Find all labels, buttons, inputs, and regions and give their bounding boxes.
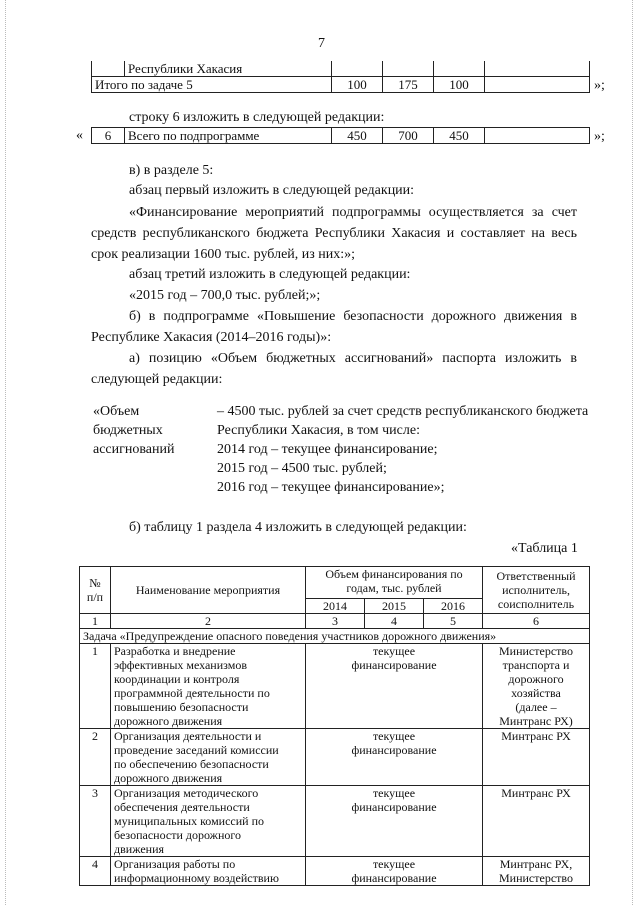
row-executor: Министерство транспорта и дорожного хозяйства (далее – Минтранс РХ) — [483, 644, 590, 729]
passport-text: 2014 год – текущее финансирование; — [217, 442, 438, 457]
paragraph: а) позицию «Объем бюджетных ассигнований» паспорта изложить в — [129, 351, 577, 366]
header-volume: Объем финансирования по годам, тыс. рублей — [306, 567, 483, 599]
top-row2-value: 100 — [434, 77, 485, 93]
header-name: Наименование мероприятия — [111, 567, 306, 614]
paragraph: срок реализации 1600 тыс. рублей, из них:»; — [91, 247, 356, 262]
top-row2-label: Итого по задаче 5 — [92, 77, 332, 93]
table-row — [80, 644, 590, 729]
paragraph: абзац третий изложить в следующей редакции: — [129, 267, 411, 282]
paragraph: в) в разделе 5: — [129, 163, 214, 178]
row-executor: Минтранс РХ, Министерство — [483, 857, 590, 886]
passport-text: 2015 год – 4500 тыс. рублей; — [217, 461, 387, 476]
header-year: 2014 — [306, 599, 365, 614]
paragraph: б) в подпрограмме «Повышение безопасности дорожного движения в — [129, 309, 577, 324]
row-financing: текущее финансирование — [306, 857, 483, 886]
open-quote: « — [76, 128, 83, 143]
header-num: № п/п — [80, 567, 111, 614]
row-financing: текущее финансирование — [306, 729, 483, 786]
paragraph: абзац первый изложить в следующей редакции: — [129, 183, 415, 198]
row-financing: текущее финансирование — [306, 644, 483, 729]
header-executor: Ответственный исполнитель, соисполнитель — [483, 567, 590, 614]
table-caption: «Таблица 1 — [511, 541, 578, 556]
column-number: 2 — [111, 614, 306, 629]
close-quote: »; — [594, 78, 605, 93]
paragraph: строку 6 изложить в следующей редакции: — [129, 110, 385, 125]
close-quote: »; — [594, 129, 605, 144]
top-table-fragment — [91, 61, 590, 93]
header-year: 2015 — [365, 599, 424, 614]
paragraph: «Финансирование мероприятий подпрограммы осуществляется за счет — [129, 205, 577, 220]
page-left-edge — [5, 0, 6, 905]
row6-num: 6 — [92, 128, 125, 144]
column-number: 4 — [365, 614, 424, 629]
table-row — [80, 729, 590, 786]
paragraph: следующей редакции: — [91, 372, 223, 387]
row-num: 4 — [80, 857, 111, 886]
paragraph: «2015 год – 700,0 тыс. рублей;»; — [129, 288, 321, 303]
row-num: 1 — [80, 644, 111, 729]
row6-table — [91, 127, 590, 144]
row-executor: Минтранс РХ — [483, 729, 590, 786]
row-name: Организация деятельности и проведение заседаний комиссии по обеспечению безопасности дорожного движения — [111, 729, 306, 786]
passport-text: 2016 год – текущее финансирование»; — [217, 480, 445, 495]
column-number: 6 — [483, 614, 590, 629]
page-right-edge — [632, 0, 633, 905]
row6-value: 450 — [434, 128, 485, 144]
table-row — [80, 786, 590, 857]
passport-label: ассигнований — [93, 442, 175, 457]
row6-value: 700 — [383, 128, 434, 144]
row-executor: Минтранс РХ — [483, 786, 590, 857]
top-row2-value: 175 — [383, 77, 434, 93]
column-number: 1 — [80, 614, 111, 629]
row-num: 2 — [80, 729, 111, 786]
row-name: Разработка и внедрение эффективных механизмов координации и контроля программной деятельности по повышению безопасности дорожного движения — [111, 644, 306, 729]
paragraph: Республике Хакасия (2014–2016 годы)»: — [91, 330, 332, 345]
top-row1-label: Республики Хакасия — [125, 61, 332, 77]
header-year: 2016 — [424, 599, 483, 614]
row-name: Организация работы по информационному воздействию — [111, 857, 306, 886]
paragraph: средств республиканского бюджета Республики Хакасия и составляет на весь — [91, 226, 577, 241]
row6-label: Всего по подпрограмме — [125, 128, 332, 144]
row6-value: 450 — [332, 128, 383, 144]
paragraph: б) таблицу 1 раздела 4 изложить в следующей редакции: — [129, 520, 467, 535]
row-financing: текущее финансирование — [306, 786, 483, 857]
top-cell-empty-num — [92, 61, 125, 77]
page-number: 7 — [318, 36, 325, 51]
main-table — [79, 566, 590, 886]
passport-text: – 4500 тыс. рублей за счет средств республиканского бюджета — [217, 404, 589, 419]
top-row2-value: 100 — [332, 77, 383, 93]
column-number: 5 — [424, 614, 483, 629]
passport-label: «Объем — [93, 404, 140, 419]
passport-text: Республики Хакасия, в том числе: — [217, 423, 420, 438]
column-number: 3 — [306, 614, 365, 629]
row-num: 3 — [80, 786, 111, 857]
row-name: Организация методического обеспечения деятельности муниципальных комиссий по безопасности дорожного движения — [111, 786, 306, 857]
task-row: Задача «Предупреждение опасного поведения участников дорожного движения» — [80, 629, 590, 644]
table-row — [80, 857, 590, 886]
passport-label: бюджетных — [93, 423, 163, 438]
